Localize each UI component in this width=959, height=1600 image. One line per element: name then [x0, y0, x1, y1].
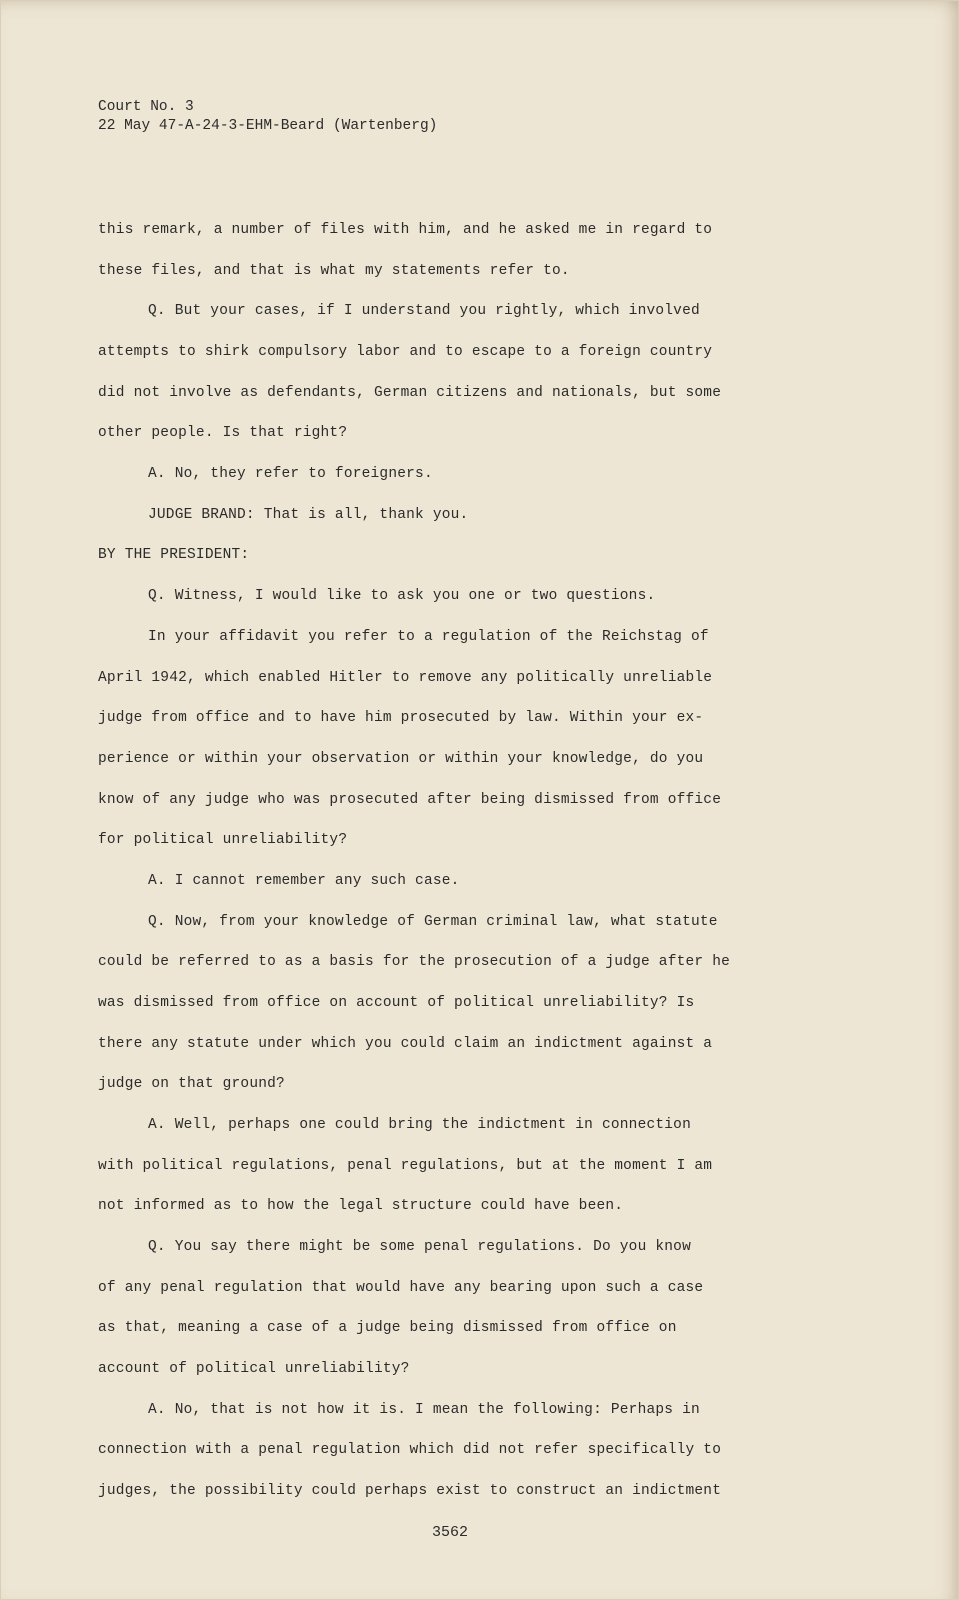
- text-line: judge from office and to have him prosecuted by law. Within your ex-: [98, 710, 704, 726]
- section-heading: BY THE PRESIDENT:: [98, 547, 250, 563]
- text-line: Q. Witness, I would like to ask you one or two questions.: [148, 588, 656, 604]
- text-line: JUDGE BRAND: That is all, thank you.: [148, 507, 469, 523]
- transcript-reference: 22 May 47-A-24-3-EHM-Beard (Wartenberg): [98, 118, 438, 134]
- text-line: not informed as to how the legal structure could have been.: [98, 1198, 624, 1214]
- text-line: could be referred to as a basis for the prosecution of a judge after he: [98, 954, 731, 970]
- text-line: these files, and that is what my statements refer to.: [98, 263, 570, 279]
- text-line: A. I cannot remember any such case.: [148, 873, 460, 889]
- text-line: other people. Is that right?: [98, 425, 348, 441]
- text-line: for political unreliability?: [98, 832, 348, 848]
- court-label: Court No. 3: [98, 99, 194, 115]
- text-line: A. Well, perhaps one could bring the indictment in connection: [148, 1117, 691, 1133]
- text-line: In your affidavit you refer to a regulation of the Reichstag of: [148, 629, 709, 645]
- text-line: of any penal regulation that would have any bearing upon such a case: [98, 1280, 704, 1296]
- text-line: account of political unreliability?: [98, 1361, 410, 1377]
- page-header: [98, 98, 437, 136]
- text-line: A. No, that is not how it is. I mean the following: Perhaps in: [148, 1402, 700, 1418]
- text-line: with political regulations, penal regulations, but at the moment I am: [98, 1158, 713, 1174]
- page-number: 3562: [432, 1524, 469, 1541]
- text-line: perience or within your observation or within your knowledge, do you: [98, 751, 704, 767]
- text-line: Q. Now, from your knowledge of German criminal law, what statute: [148, 914, 718, 930]
- text-line: this remark, a number of files with him, and he asked me in regard to: [98, 222, 713, 238]
- text-line: A. No, they refer to foreigners.: [148, 466, 433, 482]
- text-line: attempts to shirk compulsory labor and to escape to a foreign country: [98, 344, 713, 360]
- text-line: as that, meaning a case of a judge being dismissed from office on: [98, 1320, 677, 1336]
- text-line: there any statute under which you could claim an indictment against a: [98, 1036, 713, 1052]
- text-line: April 1942, which enabled Hitler to remove any politically unreliable: [98, 670, 713, 686]
- text-line: know of any judge who was prosecuted after being dismissed from office: [98, 792, 722, 808]
- text-line: Q. You say there might be some penal regulations. Do you know: [148, 1239, 691, 1255]
- text-line: judges, the possibility could perhaps exist to construct an indictment: [98, 1483, 722, 1499]
- text-line: judge on that ground?: [98, 1076, 285, 1092]
- text-line: connection with a penal regulation which did not refer specifically to: [98, 1442, 722, 1458]
- text-line: Q. But your cases, if I understand you rightly, which involved: [148, 303, 700, 319]
- text-line: was dismissed from office on account of political unreliability? Is: [98, 995, 695, 1011]
- text-line: did not involve as defendants, German citizens and nationals, but some: [98, 385, 722, 401]
